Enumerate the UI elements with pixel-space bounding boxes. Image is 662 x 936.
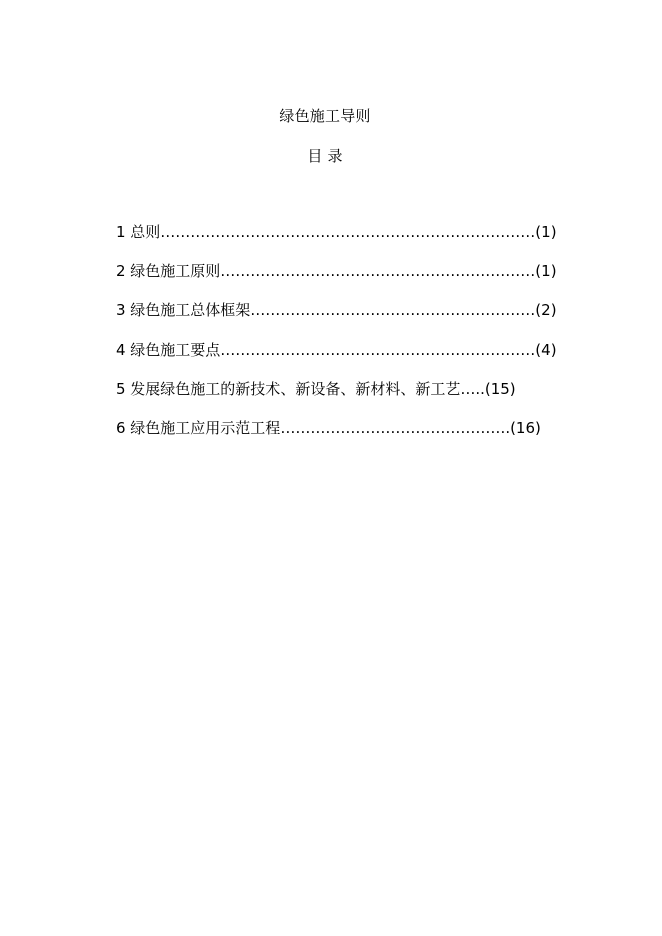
table-of-contents [116, 222, 557, 457]
toc-entry-new-technologies: 5 发展绿色施工的新技术、新设备、新材料、新工艺…..(15) [116, 379, 516, 398]
toc-entry-framework: 3 绿色施工总体框架…………………………………………………(2) [116, 301, 557, 320]
toc-entry-demonstration-projects: 6 绿色施工应用示范工程……………………………………….(16) [116, 418, 541, 437]
toc-entry-principles: 2 绿色施工原则………………………………………………………(1) [116, 262, 557, 281]
toc-heading: 目 录 [307, 147, 343, 165]
document-title: 绿色施工导则 [279, 107, 371, 125]
toc-entry-general: 1 总则…………………………………………………………………(1) [116, 223, 557, 241]
toc-entry-key-points: 4 绿色施工要点………………………………………………………(4) [116, 340, 557, 359]
